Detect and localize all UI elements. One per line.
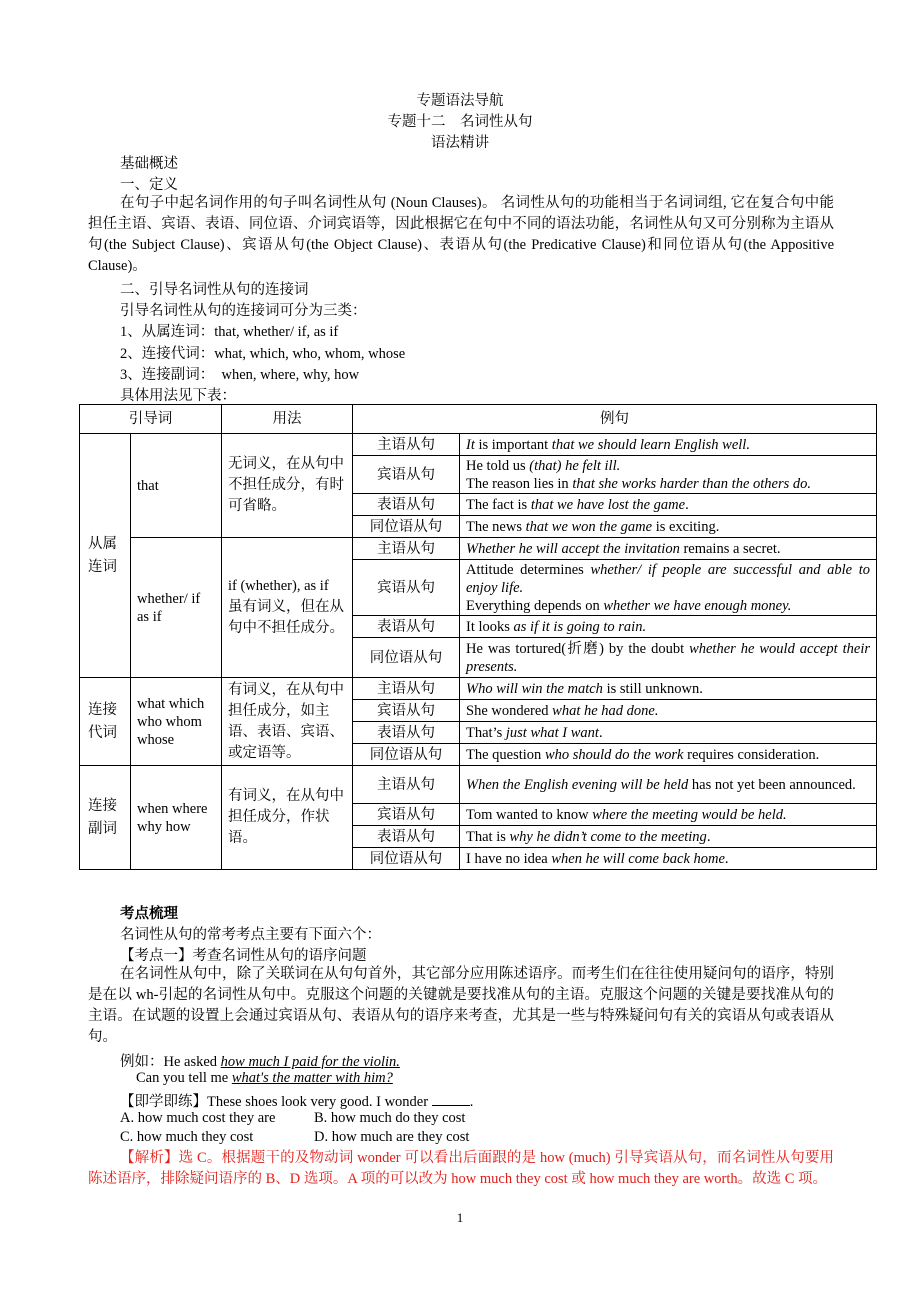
type-appositive: 同位语从句 xyxy=(353,744,460,766)
example-cell xyxy=(460,848,877,870)
example-part: what he had done. xyxy=(552,702,659,719)
example-part: that we won the game xyxy=(525,518,653,535)
example-cell xyxy=(460,560,877,616)
example-cell xyxy=(460,494,877,516)
example-part: whether he would accept their presents. xyxy=(466,640,870,675)
type-subject: 主语从句 xyxy=(353,434,460,456)
example-part: She wondered xyxy=(466,702,553,719)
example-cell xyxy=(460,616,877,638)
table-row xyxy=(80,538,877,560)
example-part: The reason lies in xyxy=(466,475,573,492)
example-part: has not yet been announced. xyxy=(688,776,856,793)
example-cell xyxy=(460,678,877,700)
example-cell xyxy=(460,744,877,766)
example-cell xyxy=(460,456,877,494)
example-part: . xyxy=(706,828,711,845)
category-pronoun: 连接代词 xyxy=(80,678,131,766)
usage-whether: if (whether), as if 虽有词义，但在从句中不担任成分。 xyxy=(222,538,353,678)
point-1-title: 【考点一】考查名词性从句的语序问题 xyxy=(120,948,367,964)
example-part: It xyxy=(466,436,475,453)
example-part: It looks xyxy=(466,618,514,635)
example-part: why he didn’t come to the meeting xyxy=(509,828,707,845)
example-part: just what I want xyxy=(505,724,599,741)
example-part: who should do the work xyxy=(544,746,684,763)
doc-title-2: 专题十二 名词性从句 xyxy=(387,114,533,130)
example-part: Attitude determines xyxy=(466,561,591,578)
connectives-item-3: 3、连接副词： when, where, why, how xyxy=(120,367,360,383)
example-part: The fact is xyxy=(466,496,531,513)
table-row xyxy=(80,766,877,804)
example-2 xyxy=(136,1070,393,1087)
type-appositive: 同位语从句 xyxy=(353,516,460,538)
type-appositive: 同位语从句 xyxy=(353,638,460,678)
type-object: 宾语从句 xyxy=(353,560,460,616)
example-part: That’s xyxy=(466,724,506,741)
example-cell xyxy=(460,516,877,538)
category-adverb: 连接副词 xyxy=(80,766,131,870)
doc-title-1: 专题语法导航 xyxy=(416,93,504,109)
example-part: That is xyxy=(466,828,510,845)
connective-adverbs: when where why how xyxy=(131,766,222,870)
type-subject: 主语从句 xyxy=(353,766,460,804)
example-part: Everything depends on xyxy=(466,597,604,614)
example-part: where the meeting would be held. xyxy=(592,806,787,823)
type-predicative: 表语从句 xyxy=(353,826,460,848)
example-2-clause: what's the matter with him? xyxy=(231,1070,393,1086)
connectives-heading: 二、引导名词性从句的连接词 xyxy=(120,282,309,298)
page-number: 1 xyxy=(456,1210,464,1225)
example-part: Tom wanted to know xyxy=(466,806,593,823)
example-part: He was tortured(折磨) by the doubt xyxy=(466,640,690,657)
usage-pronouns: 有词义，在从句中担任成分，如主语、表语、宾语、或定语等。 xyxy=(222,678,353,766)
analysis-paragraph: 【解析】选 C。根据题干的及物动词 wonder 可以看出后面跟的是 how (much) 引导宾语从句，而名词性从句要用陈述语序，排除疑问语序的 B、D 选项。A 项的可以改为 how much they cost 或 how much they are worth。故选 C 项。 xyxy=(88,1150,834,1187)
practice-end: . xyxy=(469,1094,474,1110)
header-usage: 用法 xyxy=(222,405,353,434)
example-part: whether we have enough money. xyxy=(603,597,792,614)
example-part: is important xyxy=(474,436,552,453)
connective-usage-table xyxy=(79,404,877,870)
point-1-paragraph: 在名词性从句中，除了关联词在从句句首外，其它部分应用陈述语序。而考生们在往往使用疑问句的语序，特别是在以 wh-引起的名词性从句中。克服这个问题的关键就是要找准从句的主语。克服这个问题的关键是要找准从句的主语。在试题的设置上会通过宾语从句、表语从句的语序来考查，尤其是一些与特殊疑问句有关的宾语从句或表语从句。 xyxy=(88,966,834,1045)
example-1-clause: how much I paid for the violin. xyxy=(220,1054,400,1070)
definition-paragraph: 在句子中起名词作用的句子叫名词性从句 (Noun Clauses)。 名词性从句的功能相当于名词词组, 它在复合句中能担任主语、宾语、表语、同位语、介词宾语等，因此根据它在句中不同的语法功能，名词性从句又可分别称为主语从句(the Subject Clause)、宾语从句(the Object Clause)、表语从句(the Predicative Clause)和同位语从句(the Appositive Clause)。 xyxy=(88,195,834,274)
table-header-row xyxy=(80,405,877,434)
example-part: The news xyxy=(466,518,526,535)
example-part: is exciting. xyxy=(652,518,720,535)
type-predicative: 表语从句 xyxy=(353,616,460,638)
definition-heading: 一、定义 xyxy=(120,177,178,193)
table-row xyxy=(80,678,877,700)
type-predicative: 表语从句 xyxy=(353,722,460,744)
option-d: D. how much are they cost xyxy=(314,1129,470,1145)
example-part: . xyxy=(724,850,729,867)
points-intro: 名词性从句的常考考点主要有下面六个： xyxy=(120,927,381,943)
points-heading: 考点梳理 xyxy=(120,906,178,922)
usage-that: 无词义，在从句中不担任成分，有时可省略。 xyxy=(222,434,353,538)
connectives-item-1: 1、从属连词：that, whether/ if, as if xyxy=(120,324,339,340)
example-part: that we should learn English well. xyxy=(551,436,750,453)
example-part: Whether he will accept the invitation xyxy=(466,540,680,557)
type-subject: 主语从句 xyxy=(353,678,460,700)
example-cell xyxy=(460,700,877,722)
example-part: as if it is going to rain. xyxy=(513,618,647,635)
option-c: C. how much they cost xyxy=(120,1129,254,1145)
connective-pronouns: what which who whom whose xyxy=(131,678,222,766)
usage-adverbs: 有词义，在从句中担任成分，作状语。 xyxy=(222,766,353,870)
example-cell xyxy=(460,804,877,826)
example-part: The question xyxy=(466,746,545,763)
connectives-intro: 引导名词性从句的连接词可分为三类： xyxy=(120,303,367,319)
example-1-lead: 例如：He asked xyxy=(120,1054,221,1070)
example-part: is still unknown. xyxy=(602,680,703,697)
example-cell xyxy=(460,722,877,744)
example-part: (that) he felt ill. xyxy=(529,457,621,474)
example-part: I have no idea xyxy=(466,850,552,867)
type-object: 宾语从句 xyxy=(353,456,460,494)
table-intro: 具体用法见下表： xyxy=(120,388,236,404)
connective-whether: whether/ if as if xyxy=(131,538,222,678)
example-part: whether/ if people are successful and able to enjoy life. xyxy=(466,561,870,596)
type-subject: 主语从句 xyxy=(353,538,460,560)
header-connective: 引导词 xyxy=(80,405,222,434)
category-subordinating: 从属连词 xyxy=(80,434,131,678)
example-cell xyxy=(460,766,877,804)
example-part: Who will win the match xyxy=(466,680,603,697)
practice-question xyxy=(120,1090,473,1111)
table-row xyxy=(80,434,877,456)
example-part: that she works harder than the others do. xyxy=(572,475,812,492)
example-cell xyxy=(460,826,877,848)
example-cell xyxy=(460,434,877,456)
example-part: that we have lost the game xyxy=(530,496,686,513)
example-part: requires consideration. xyxy=(683,746,820,763)
connectives-item-2: 2、连接代词：what, which, who, whom, whose xyxy=(120,346,406,362)
overview-heading: 基础概述 xyxy=(120,156,178,172)
header-example: 例句 xyxy=(353,405,877,434)
option-a: A. how much cost they are xyxy=(120,1110,276,1126)
example-1 xyxy=(120,1050,400,1071)
example-part: . xyxy=(685,496,689,513)
example-part: when he will come back home xyxy=(551,850,725,867)
example-part: When the English evening will be held xyxy=(466,776,689,793)
doc-title-3: 语法精讲 xyxy=(431,135,489,151)
example-part: . xyxy=(598,724,603,741)
type-object: 宾语从句 xyxy=(353,700,460,722)
example-cell xyxy=(460,538,877,560)
answer-blank xyxy=(432,1091,470,1106)
practice-stem: 【即学即练】These shoes look very good. I wonder xyxy=(120,1094,432,1110)
connective-that: that xyxy=(131,434,222,538)
type-object: 宾语从句 xyxy=(353,804,460,826)
example-cell xyxy=(460,638,877,678)
example-2-lead: Can you tell me xyxy=(136,1070,232,1086)
type-predicative: 表语从句 xyxy=(353,494,460,516)
type-appositive: 同位语从句 xyxy=(353,848,460,870)
option-b: B. how much do they cost xyxy=(314,1110,466,1126)
example-part: remains a secret. xyxy=(679,540,781,557)
example-part: He told us xyxy=(466,457,530,474)
